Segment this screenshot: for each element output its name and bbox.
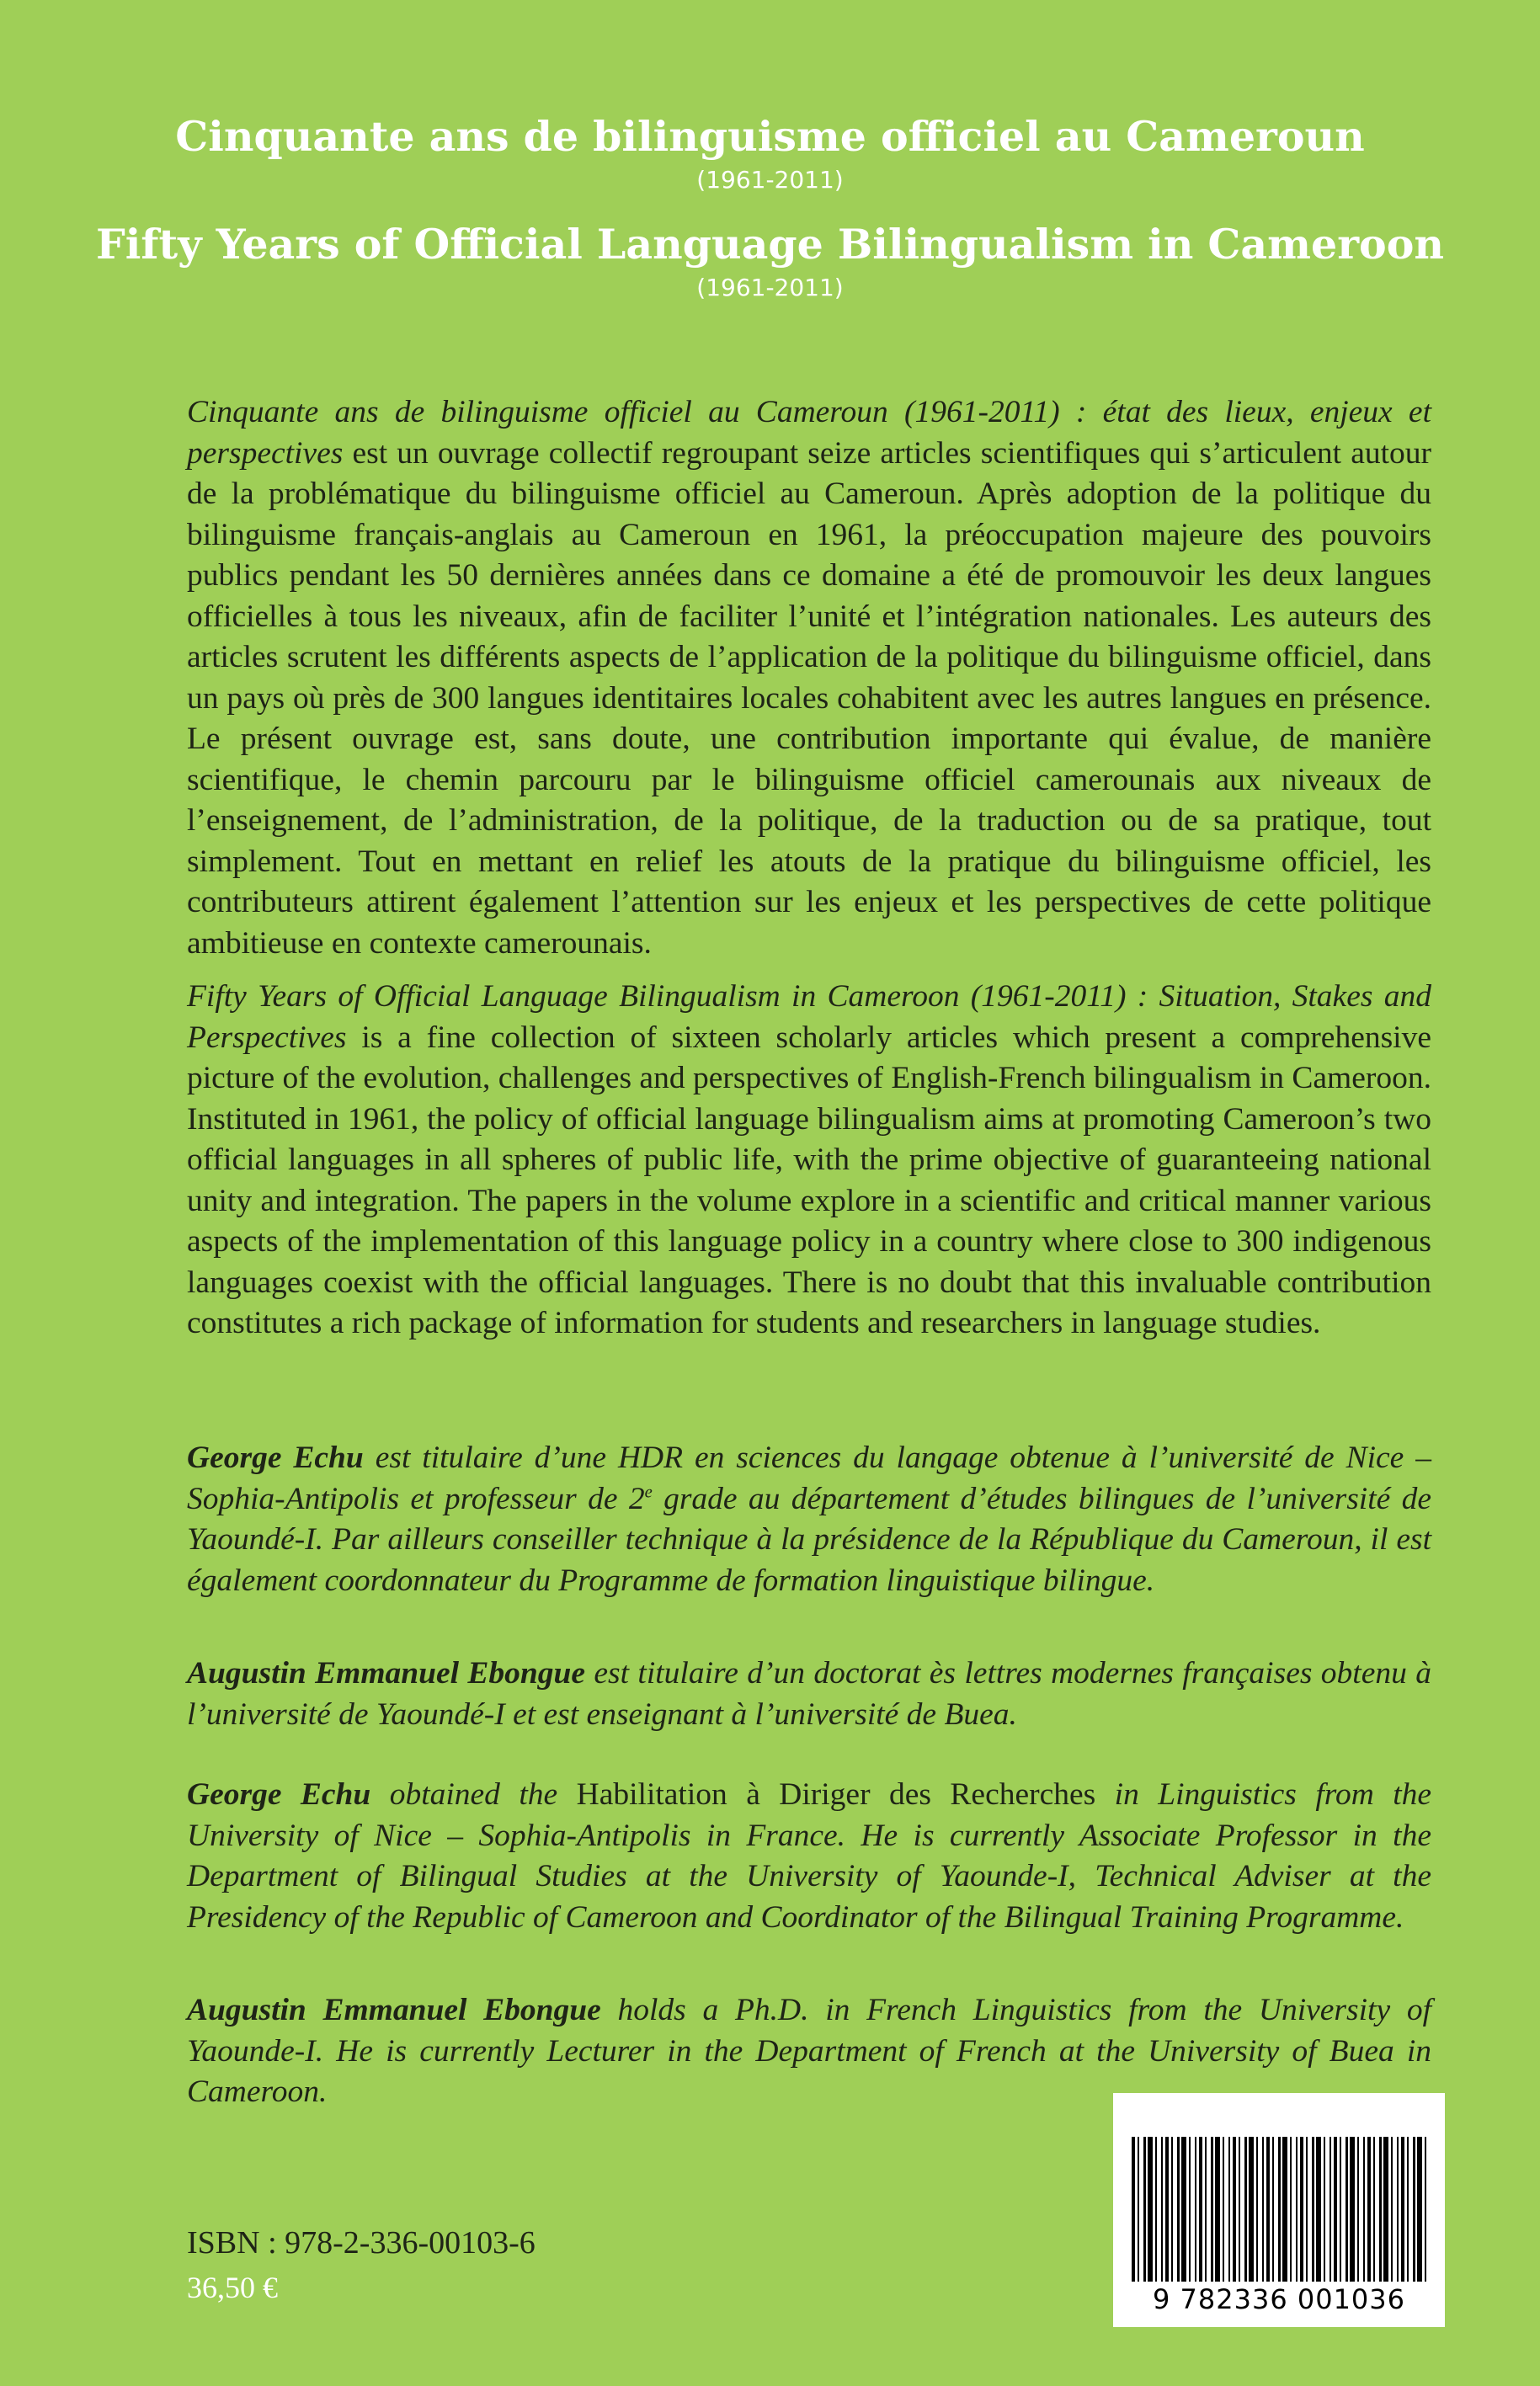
bio-text: grade au département d’études bilingues de l’université de Yaoundé-I. Par ailleurs conseiller technique à la présidence de la République du Cameroun, il est également coordonnateur du Programme de formation linguistique bilingue. [187,1481,1431,1598]
barcode-digits: 9 782336 001036 [1152,2283,1405,2315]
bio-text: obtained the [389,1777,558,1812]
bio-echu-french [187,1438,1431,1601]
author-name: George Echu [187,1777,371,1812]
author-name: Augustin Emmanuel Ebongue [187,1993,601,2027]
bio-echu-english [187,1775,1431,1938]
author-name: Augustin Emmanuel Ebongue [187,1656,585,1691]
summary-french-text: est un ouvrage collectif regroupant seize articles scientifiques qui s’articulent autour de la problématique du bilinguisme officiel au Cameroun. Après adoption de la politique du bilinguisme français-anglais au Cameroun en 1961, la préoccupation majeure des pouvoirs publics pendant les 50 dernières années dans ce domaine a été de promouvoir les deux langues officielles à tous les niveaux, afin de faciliter l’unité et l’intégration nationales. Les auteurs des articles scrutent les différents aspects de l’application de la politique du bilinguisme officiel, dans un pays où près de 300 langues identitaires locales cohabitent avec les autres langues en présence. Le présent ouvrage est, sans doute, une contribution importante qui évalue, de manière scientifique, le chemin parcouru par le bilinguisme officiel camerounais aux niveaux de l’enseignement, de l’administration, de la politique, de la traduction ou de sa pratique, tout simplement. Tout en mettant en relief les atouts de la pratique du bilinguisme officiel, les contributeurs attirent également l’attention sur les enjeux et les perspectives de cette politique ambitieuse en contexte camerounais. [187,435,1432,961]
ordinal-superscript: e [644,1483,653,1501]
years-french: (1961-2011) [696,166,844,194]
summary-english-book-title: Fifty Years of Official Language Bilingualism in Cameroon (1961-2011) : Situation, Stakes and Perspectives [187,979,1431,1055]
bio-text: holds a Ph.D. in French Linguistics from the University of Yaounde-I. He is currently Lecturer in the Department of French at the University of Buea in Cameroon. [187,1993,1431,2109]
summary-french-book-title: Cinquante ans de bilinguisme officiel au Cameroun (1961-2011) : état des lieux, enjeux et perspectives [187,395,1431,471]
bio-text: est titulaire d’une HDR en sciences du langage obtenue à l’université de Nice – Sophia-Antipolis et professeur de 2 [187,1441,1432,1516]
author-name: George Echu [187,1441,364,1475]
bio-text: in Linguistics from the University of Nice – Sophia-Antipolis in France. He is currently Associate Professor in the Department of Bilingual Studies at the University of Yaounde-I, Technical Adviser at the Presidency of the Republic of Cameroon and Coordinator of the Bilingual Training Programme. [187,1777,1432,1935]
cover-titles [0,109,1540,305]
summary-french [187,392,1431,964]
summary-english-text: is a fine collection of sixteen scholarly articles which present a comprehensive picture of the evolution, challenges and perspectives of English-French bilingualism in Cameroon. Instituted in 1961, the policy of official language bilingualism aims at promoting Cameroon’s two official languages in all spheres of public life, with the prime objective of guaranteeing national unity and integration. The papers in the volume explore in a scientific and critical manner various aspects of the implementation of this language policy in a country where close to 300 indigenous languages coexist with the official languages. There is no doubt that this invaluable contribution constitutes a rich package of information for students and researchers in language studies. [187,1020,1431,1340]
price: 36,50 € [187,2271,278,2304]
barcode-bars [1132,2137,1426,2282]
barcode [1113,2093,1445,2327]
title-french: Cinquante ans de bilinguisme officiel au Cameroun [175,112,1365,161]
summary-english [187,977,1431,1345]
isbn: ISBN : 978-2-336-00103-6 [187,2225,536,2261]
bio-ebongue-french [187,1654,1431,1735]
bio-text: est titulaire d’un doctorat ès lettres modernes françaises obtenu à l’université de Yaoundé-I et est enseignant à l’université de Buea. [187,1656,1431,1732]
degree-name: Habilitation à Diriger des Recherches [576,1777,1096,1812]
title-english: Fifty Years of Official Language Bilingualism in Cameroon [95,220,1445,269]
years-english: (1961-2011) [696,274,844,301]
